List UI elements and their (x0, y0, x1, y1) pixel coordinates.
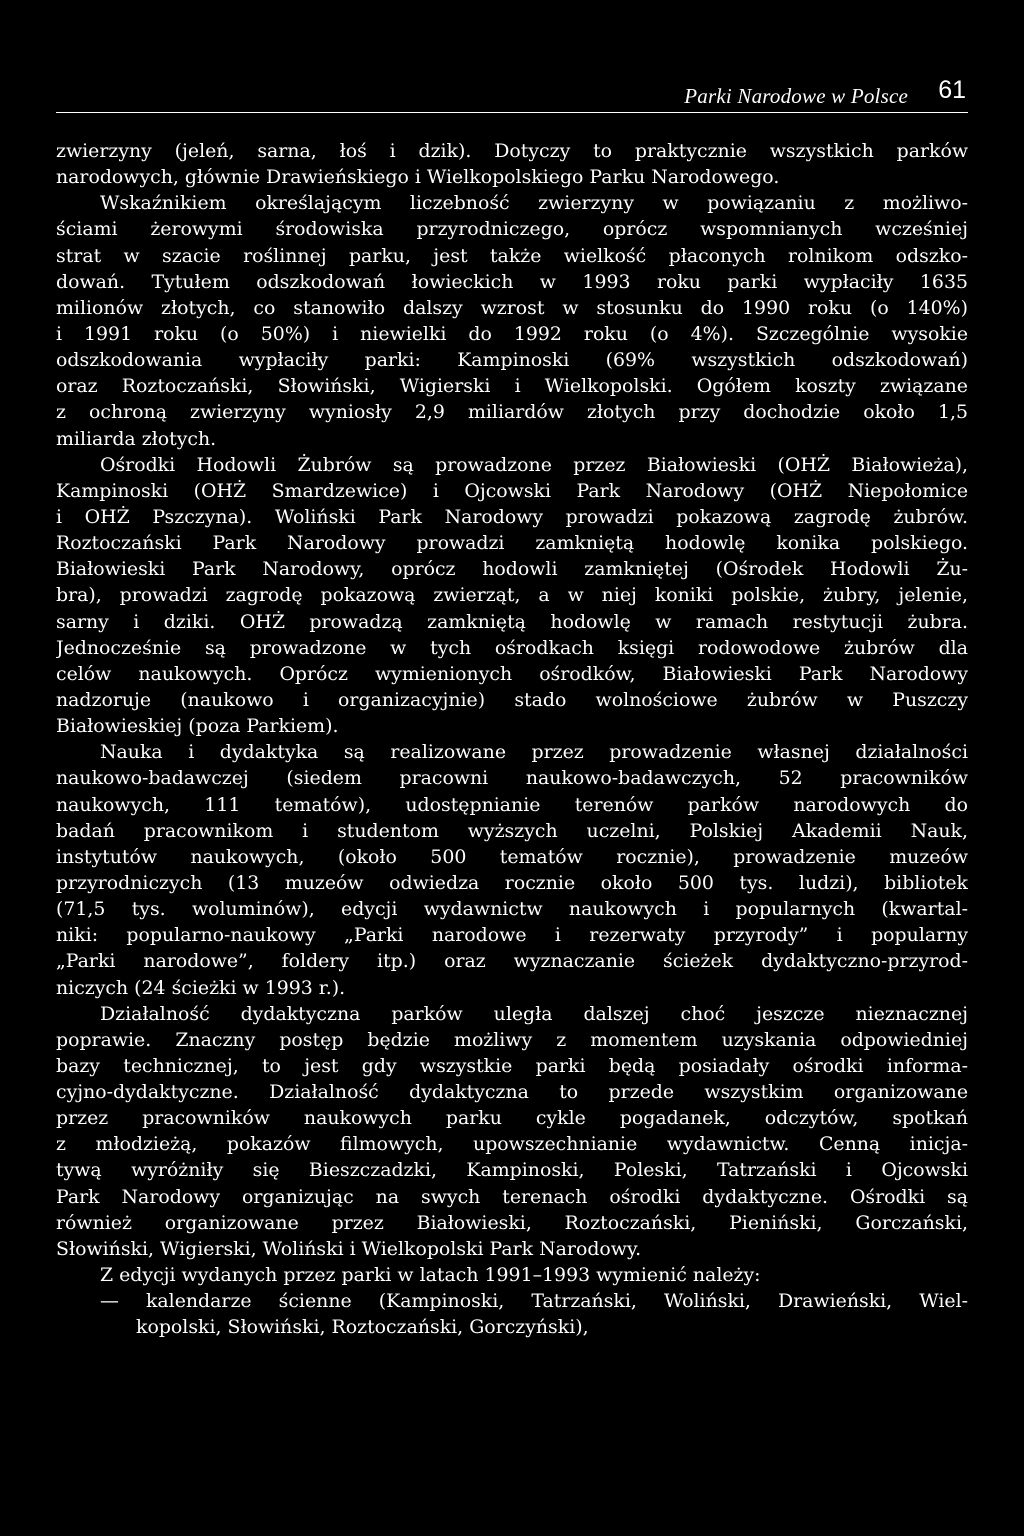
text-line: badań pracownikom i studentom wyższych uczelni, Polskiej Akademii Nauk, (56, 819, 968, 842)
text-line: i OHŻ Pszczyna). Woliński Park Narodowy prowadzi pokazową zagrodę żubrów. (56, 505, 968, 528)
text-line: przez pracowników naukowych parku cykle pogadanek, odczytów, spotkań (56, 1107, 968, 1130)
text-line: poprawie. Znaczny postęp będzie możliwy z momentem uzyskania odpowiedniej (56, 1028, 968, 1051)
text-line: „Parki narodowe”, foldery itp.) oraz wyznaczanie ścieżek dydaktyczno-przyrod- (56, 950, 968, 973)
text-line: nadzoruje (naukowo i organizacyjnie) stado wolnościowe żubrów w Puszczy (56, 688, 968, 711)
text-line: niki: popularno-naukowy „Parki narodowe i rezerwaty przyrody” i popularny (56, 924, 968, 947)
text-line: ściami żerowymi środowiska przyrodniczego, oprócz wspomnianych wcześniej (56, 218, 968, 241)
text-line: naukowo-badawczej (siedem pracowni naukowo-badawczych, 52 pracowników (56, 767, 968, 790)
text-line: przyrodniczych (13 muzeów odwiedza rocznie około 500 tys. ludzi), bibliotek (56, 871, 968, 894)
running-header (56, 74, 968, 113)
text-line: narodowych, głównie Drawieńskiego i Wielkopolskiego Parku Narodowego. (56, 166, 780, 189)
running-title: Parki Narodowe w Polsce (684, 84, 908, 108)
text-line: Białowieskiej (poza Parkiem). (56, 715, 339, 738)
text-line: instytutów naukowych, (około 500 tematów rocznie), prowadzenie muzeów (56, 845, 968, 868)
text-line: zwierzyny (jeleń, sarna, łoś i dzik). Dotyczy to praktycznie wszystkich parków (56, 140, 968, 162)
text-line: Nauka i dydaktyka są realizowane przez prowadzenie własnej działalności (100, 741, 968, 764)
text-line: dowań. Tytułem odszkodowań łowieckich w 1993 roku parki wypłaciły 1635 (56, 270, 968, 293)
text-line: Z edycji wydanych przez parki w latach 1991–1993 wymienić należy: (100, 1264, 761, 1287)
text-line: naukowych, 111 tematów), udostępnianie terenów parków narodowych do (56, 793, 968, 816)
text-line: z młodzieżą, pokazów filmowych, upowszechnianie wydawnictw. Cenną inicja- (56, 1133, 968, 1156)
text-line: bazy technicznej, to jest gdy wszystkie parki będą posiadały ośrodki informa- (56, 1054, 968, 1077)
text-line: tywą wyróżniły się Bieszczadzki, Kampinoski, Poleski, Tatrzański i Ojcowski (56, 1159, 968, 1182)
text-line: Białowieski Park Narodowy, oprócz hodowli zamkniętej (Ośrodek Hodowli Żu- (56, 558, 968, 581)
text-line: odszkodowania wypłaciły parki: Kampinoski (69% wszystkich odszkodowań) (56, 349, 968, 372)
text-line: milionów złotych, co stanowiło dalszy wzrost w stosunku do 1990 roku (o 140%) (56, 296, 968, 319)
text-line: również organizowane przez Białowieski, Roztoczański, Pieniński, Gorczański, (56, 1211, 968, 1234)
text-line: oraz Roztoczański, Słowiński, Wigierski i Wielkopolski. Ogółem koszty związane (56, 375, 968, 398)
text-line: celów naukowych. Oprócz wymienionych ośrodków, Białowieski Park Narodowy (56, 662, 968, 685)
text-line: i 1991 roku (o 50%) i niewielki do 1992 roku (o 4%). Szczególnie wysokie (56, 322, 968, 345)
text-line: niczych (24 ścieżki w 1993 r.). (56, 976, 346, 999)
text-line: z ochroną zwierzyny wyniosły 2,9 miliardów złotych przy dochodzie około 1,5 (56, 401, 968, 424)
text-line: Słowiński, Wigierski, Woliński i Wielkopolski Park Narodowy. (56, 1237, 642, 1260)
text-line: strat w szacie roślinnej parku, jest także wielkość płaconych rolnikom odszko- (56, 244, 968, 267)
page-number: 61 (938, 76, 966, 104)
text-line: bra), prowadzi zagrodę pokazową zwierząt, a w niej koniki polskie, żubry, jelenie, (56, 584, 968, 607)
text-line: (71,5 tys. woluminów), edycji wydawnictw naukowych i popularnych (kwartal- (56, 898, 968, 921)
text-line: miliarda złotych. (56, 427, 217, 450)
text-line: cyjno-dydaktyczne. Działalność dydaktyczna to przede wszystkim organizowane (56, 1081, 968, 1104)
text-line: Ośrodki Hodowli Żubrów są prowadzone przez Białowieski (OHŻ Białowieża), (100, 453, 968, 476)
text-line: kopolski, Słowiński, Roztoczański, Gorczyński), (136, 1316, 589, 1339)
text-line: Roztoczański Park Narodowy prowadzi zamkniętą hodowlę konika polskiego. (56, 532, 968, 555)
text-line: Kampinoski (OHŻ Smardzewice) i Ojcowski Park Narodowy (OHŻ Niepołomice (56, 479, 968, 502)
text-line: Działalność dydaktyczna parków uległa dalszej choć jeszcze nieznacznej (100, 1002, 968, 1025)
text-line: sarny i dziki. OHŻ prowadzą zamkniętą hodowlę w ramach restytucji żubra. (56, 610, 968, 633)
text-line: Park Narodowy organizując na swych terenach ośrodki dydaktyczne. Ośrodki są (56, 1185, 968, 1208)
text-line: Jednocześnie są prowadzone w tych ośrodkach księgi rodowodowe żubrów dla (56, 636, 968, 659)
body-text (56, 138, 968, 1340)
text-line: — kalendarze ścienne (Kampinoski, Tatrzański, Woliński, Drawieński, Wiel- (100, 1290, 968, 1313)
text-line: Wskaźnikiem określającym liczebność zwierzyny w powiązaniu z możliwo- (100, 192, 968, 215)
